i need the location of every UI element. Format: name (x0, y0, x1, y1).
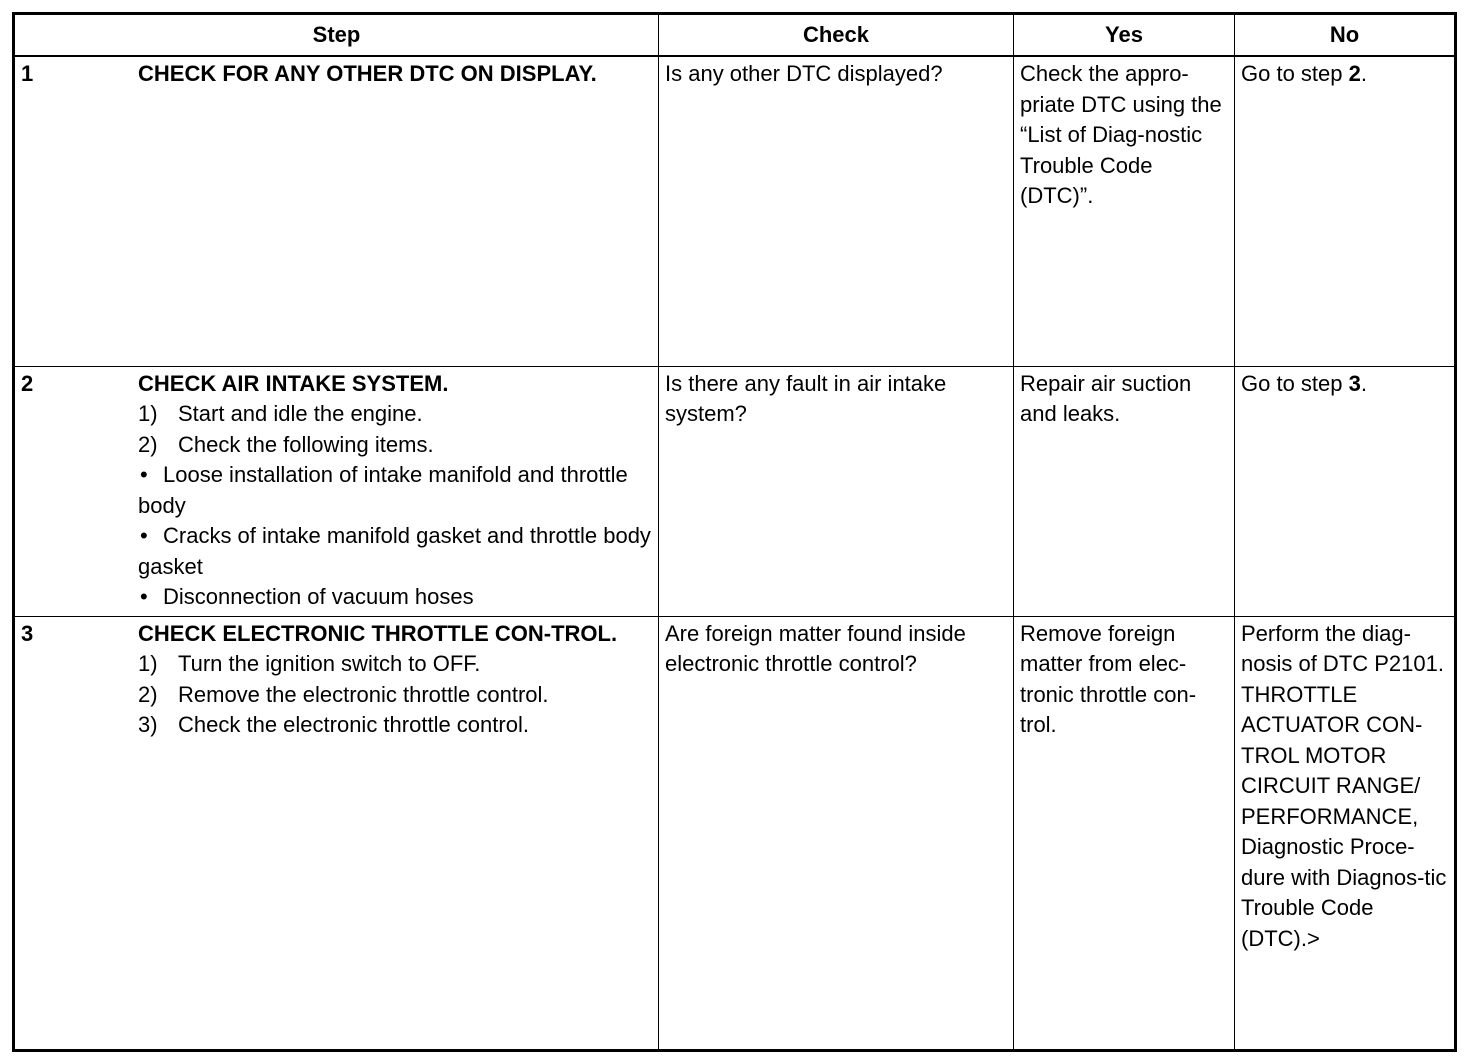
step-cell (14, 616, 659, 1050)
step-number: 2 (21, 370, 34, 396)
bullet-icon: • (140, 462, 148, 487)
bullet-text: Cracks of intake manifold gasket and throttle body gasket (138, 523, 651, 579)
bullet-text: Disconnection of vacuum hoses (163, 584, 474, 609)
substep (138, 430, 652, 461)
check-text: Is any other DTC displayed? (665, 61, 943, 86)
substep-number: 2) (138, 681, 158, 707)
step-number: 1 (21, 61, 34, 86)
step-title: CHECK FOR ANY OTHER DTC ON DISPLAY. (138, 61, 597, 86)
bullet-icon: • (140, 584, 148, 609)
no-suffix: . (1360, 370, 1367, 396)
no-cell (1235, 366, 1456, 616)
yes-cell (1014, 616, 1235, 1050)
no-text (1235, 57, 1454, 90)
substep (138, 680, 652, 711)
yes-cell (1014, 366, 1235, 616)
no-suffix: . (1360, 61, 1367, 86)
yes-text: Remove foreign matter from elec-tronic throttle con-trol. (1020, 620, 1197, 737)
substep-number: 3) (138, 712, 158, 737)
no-prefix: Go to step (1241, 61, 1349, 86)
table-row (14, 616, 1456, 1050)
bullet-item (138, 521, 652, 582)
step-cell (14, 56, 659, 366)
check-cell (659, 616, 1014, 1050)
step-cell (14, 366, 659, 616)
substep-text: Check the following items. (178, 431, 434, 457)
substep-text: Remove the electronic throttle control. (178, 681, 549, 707)
substep (138, 710, 652, 741)
no-text: Perform the diag-nosis of DTC P2101. THROTTLE ACTUATOR CON-TROL MOTOR CIRCUIT RANGE/ PERFORMANCE, Diagnostic Proce-dure with Diagnos-tic Trouble Code (DTC).> (1241, 620, 1447, 951)
step-title: CHECK ELECTRONIC THROTTLE CON-TROL. (138, 620, 618, 646)
step-reference: 3 (1348, 370, 1361, 396)
yes-text: Repair air suction and leaks. (1020, 370, 1192, 426)
header-yes: Yes (1014, 14, 1235, 57)
bullet-item (138, 460, 652, 521)
no-cell (1235, 56, 1456, 366)
check-cell (659, 56, 1014, 366)
yes-cell (1014, 56, 1235, 366)
substep (138, 649, 652, 680)
step-number: 3 (21, 620, 34, 646)
diagnostic-table (12, 12, 1457, 1052)
step-title: CHECK AIR INTAKE SYSTEM. (138, 370, 449, 396)
substep-number: 2) (138, 431, 158, 457)
substep-text: Start and idle the engine. (178, 401, 423, 426)
check-text: Is there any fault in air intake system? (665, 370, 947, 426)
no-cell (1235, 616, 1456, 1050)
table-header-row (14, 14, 1456, 57)
check-cell (659, 366, 1014, 616)
check-text: Are foreign matter found inside electronic throttle control? (665, 620, 966, 676)
header-step: Step (14, 14, 659, 57)
substep-number: 1) (138, 651, 158, 676)
bullet-icon: • (140, 523, 148, 548)
yes-text: Check the appro-priate DTC using the “List of Diag-nostic Trouble Code (DTC)”. (1020, 61, 1222, 208)
no-text (1235, 367, 1454, 400)
substep-text: Turn the ignition switch to OFF. (178, 651, 481, 676)
table-row (14, 56, 1456, 366)
substep-text: Check the electronic throttle control. (178, 712, 529, 737)
bullet-item (138, 582, 652, 613)
header-no: No (1235, 14, 1456, 57)
table-row (14, 366, 1456, 616)
header-check: Check (659, 14, 1014, 57)
no-prefix: Go to step (1241, 370, 1349, 396)
bullet-text: Loose installation of intake manifold and throttle body (138, 462, 628, 518)
substep (138, 399, 652, 430)
step-reference: 2 (1348, 61, 1361, 86)
substep-number: 1) (138, 401, 158, 426)
